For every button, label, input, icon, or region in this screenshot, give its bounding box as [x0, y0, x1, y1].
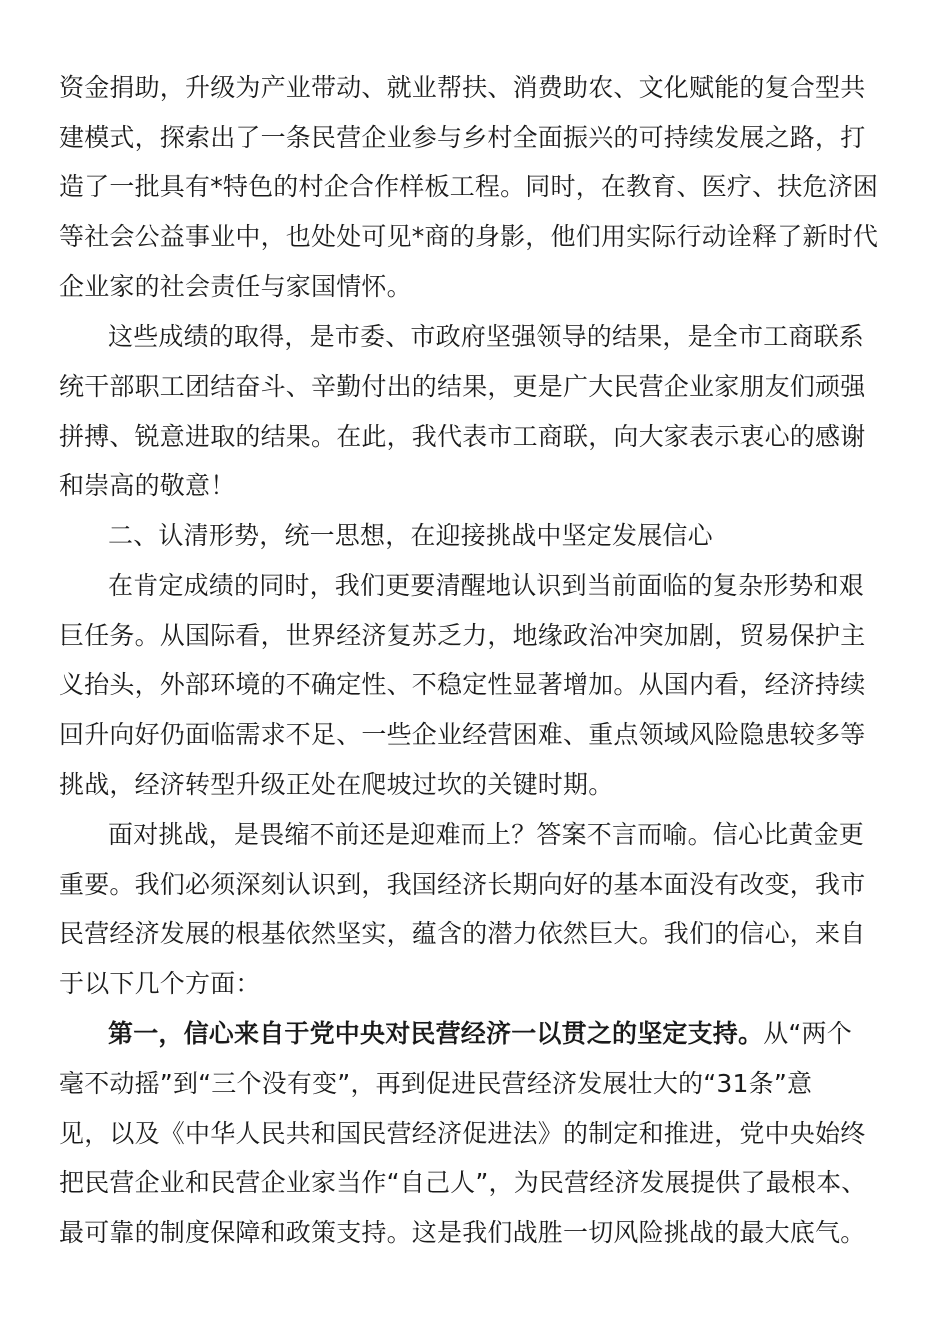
text-line: 等社会公益事业中，也处处可见*商的身影，他们用实际行动诠释了新时代 [59, 222, 879, 251]
text-line: 回升向好仍面临需求不足、一些企业经营困难、重点领域风险隐患较多等 [59, 720, 866, 749]
text-line: 义抬头，外部环境的不确定性、不稳定性显著增加。从国内看，经济持续 [59, 670, 866, 699]
text-line: 于以下几个方面： [59, 969, 261, 998]
paragraph-start: 面对挑战，是畏缩不前还是迎难而上？答案不言而喻。信心比黄金更 [108, 820, 865, 849]
text-line: 把民营企业和民营企业家当作“自己人”，为民营经济发展提供了最根本、 [59, 1168, 867, 1197]
text-line: 企业家的社会责任与家国情怀。 [59, 272, 412, 301]
text-line: 统干部职工团结奋斗、辛勤付出的结果，更是广大民营企业家朋友们顽强 [59, 372, 866, 401]
text-line: 巨任务。从国际看，世界经济复苏乏力，地缘政治冲突加剧，贸易保护主 [59, 621, 866, 650]
text-line: 拼搏、锐意进取的结果。在此，我代表市工商联，向大家表示衷心的感谢 [59, 422, 866, 451]
paragraph-start-emphasis [108, 1018, 852, 1050]
text-line: 重要。我们必须深刻认识到，我国经济长期向好的基本面没有改变，我市 [59, 870, 866, 899]
paragraph-start: 这些成绩的取得，是市委、市政府坚强领导的结果，是全市工商联系 [108, 322, 865, 351]
text-line: 造了一批具有*特色的村企合作样板工程。同时，在教育、医疗、扶危济困 [59, 172, 879, 201]
text-line: 最可靠的制度保障和政策支持。这是我们战胜一切风险挑战的最大底气。 [59, 1218, 866, 1247]
section-heading: 二、认清形势，统一思想，在迎接挑战中坚定发展信心 [108, 521, 713, 550]
text-line: 和崇高的敬意！ [59, 471, 236, 500]
text-line: 资金捐助，升级为产业带动、就业帮扶、消费助农、文化赋能的复合型共 [59, 73, 866, 102]
text-line: 见，以及《中华人民共和国民营经济促进法》的制定和推进，党中央始终 [59, 1119, 866, 1148]
text-line: 民营经济发展的根基依然坚实，蕴含的潜力依然巨大。我们的信心，来自 [59, 919, 866, 948]
text-line: 建模式，探索出了一条民营企业参与乡村全面振兴的可持续发展之路，打 [59, 123, 866, 152]
text-run: 从“两个 [763, 1019, 852, 1048]
emphasis-text: 第一，信心来自于党中央对民营经济一以贯之的坚定支持。 [108, 1019, 764, 1048]
text-line: 毫不动摇”到“三个没有变”，再到促进民营经济发展壮大的“31条”意 [59, 1069, 813, 1098]
paragraph-start: 在肯定成绩的同时，我们更要清醒地认识到当前面临的复杂形势和艰 [108, 571, 865, 600]
text-line: 挑战，经济转型升级正处在爬坡过坎的关键时期。 [59, 770, 614, 799]
